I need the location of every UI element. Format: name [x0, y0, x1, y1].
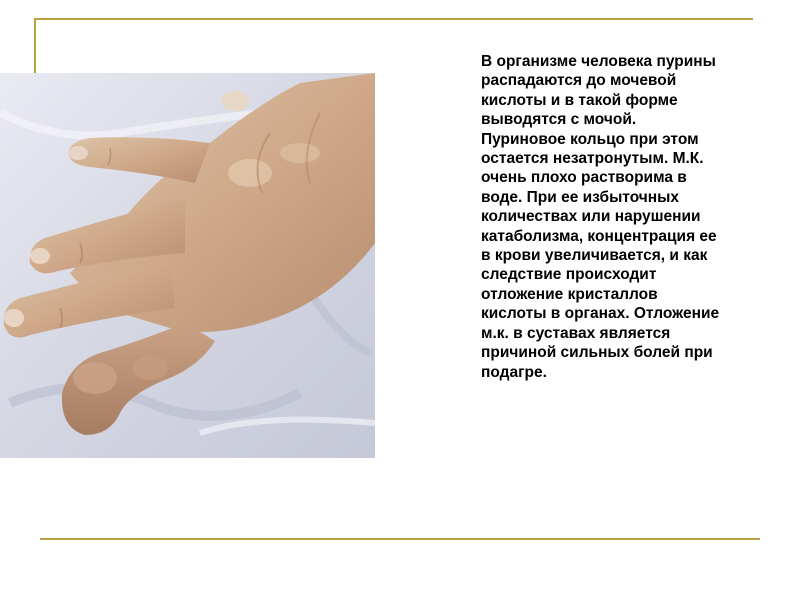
bottom-decorative-rule: [40, 538, 760, 540]
slide-body-text: В организме человека пурины распадаются до мочевой кислоты и в такой форме выводятся с мочой. Пуриновое кольцо при этом остается незатронутым. М.К. очень плохо растворима в воде. При ее избыточных количествах или нарушении катаболизма, концентрация ее в крови увеличивается, и как следствие происходит отложение кристаллов кислоты в органах. Отложение м.к. в суставах является причиной сильных болей при подагре.: [481, 53, 720, 381]
gout-hand-photo: [0, 73, 375, 458]
left-decorative-rule: [34, 18, 36, 74]
top-decorative-rule: [34, 18, 753, 20]
